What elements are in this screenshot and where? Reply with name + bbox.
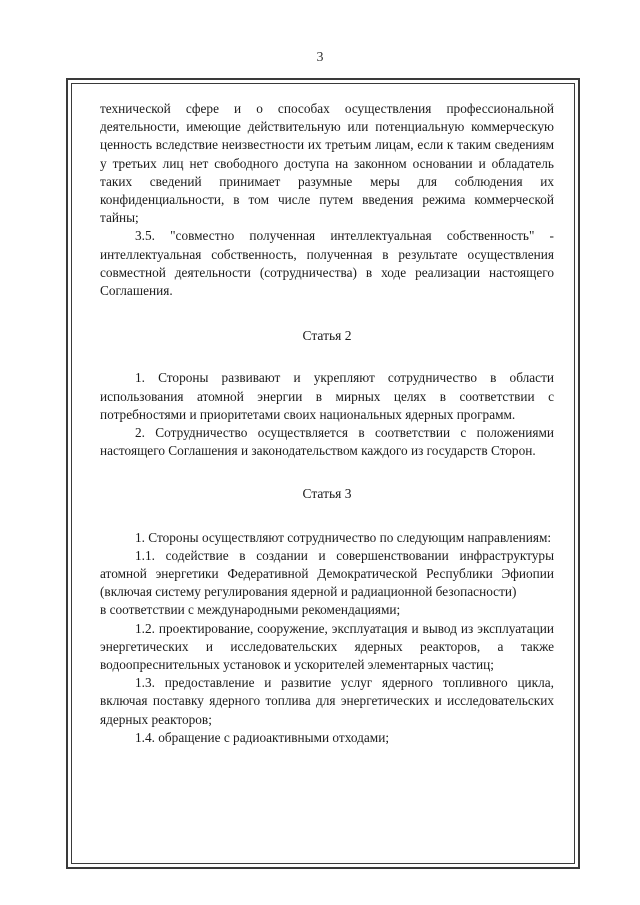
article-3-intro: 1. Стороны осуществляют сотрудничество по следующим направлениям: bbox=[135, 529, 552, 545]
article-2-paragraph-2: 2. Сотрудничество осуществляется в соответствии с положениями настоящего Соглашения и законодательством каждого из государств Сторон. bbox=[100, 425, 554, 459]
article-3-item-1-4: 1.4. обращение с радиоактивными отходами; bbox=[135, 729, 390, 745]
article-2-paragraph-1: 1. Стороны развивают и укрепляют сотрудничество в области использования атомной энергии в мирных целях в соответствии с потребностями и приоритетами своих национальных ядерных программ. bbox=[100, 370, 554, 422]
article-3-item-1-1: 1.1. содействие в создании и совершенствовании инфраструктуры атомной энергетики Федеративной Демократической Республики Эфиопии (включая систему регулирования ядерной и радиационной безопасности) bbox=[100, 547, 554, 600]
article-3-item-1-1-tail: в соответствии с международными рекомендациями; bbox=[100, 602, 401, 618]
document-body bbox=[100, 100, 554, 747]
article-3-title: Статья 3 bbox=[302, 486, 352, 502]
page-number: 3 bbox=[316, 50, 324, 65]
article-3-item-1-2: 1.2. проектирование, сооружение, эксплуатация и вывод из эксплуатации энергетических и исследовательских ядерных реакторов, а также водоопреснительных установок и ускорителей элементарных частиц; bbox=[100, 620, 554, 673]
paragraph-trade-secret-tail: технической сфере и о способах осуществления профессиональной деятельности, имеющие действительную или потенциальную коммерческую ценность вследствие неизвестности их третьим лицам, если к таким сведениям у третьих лиц нет свободного доступа на законном основании и обладатель таких сведений принимает разумные меры для соблюдения их конфиденциальности, в том числе путем введения режима коммерческой тайны; bbox=[100, 101, 554, 226]
article-3-item-1-3: 1.3. предоставление и развитие услуг ядерного топливного цикла, включая поставку ядерного топлива для энергетических и исследовательских ядерных реакторов; bbox=[100, 675, 554, 727]
paragraph-3-5: 3.5. "совместно полученная интеллектуальная собственность" - интеллектуальная собственность, полученная в результате осуществления совместной деятельности (сотрудничества) в ходе реализации настоящего Соглашения. bbox=[100, 228, 554, 299]
article-2-title: Статья 2 bbox=[302, 328, 352, 344]
